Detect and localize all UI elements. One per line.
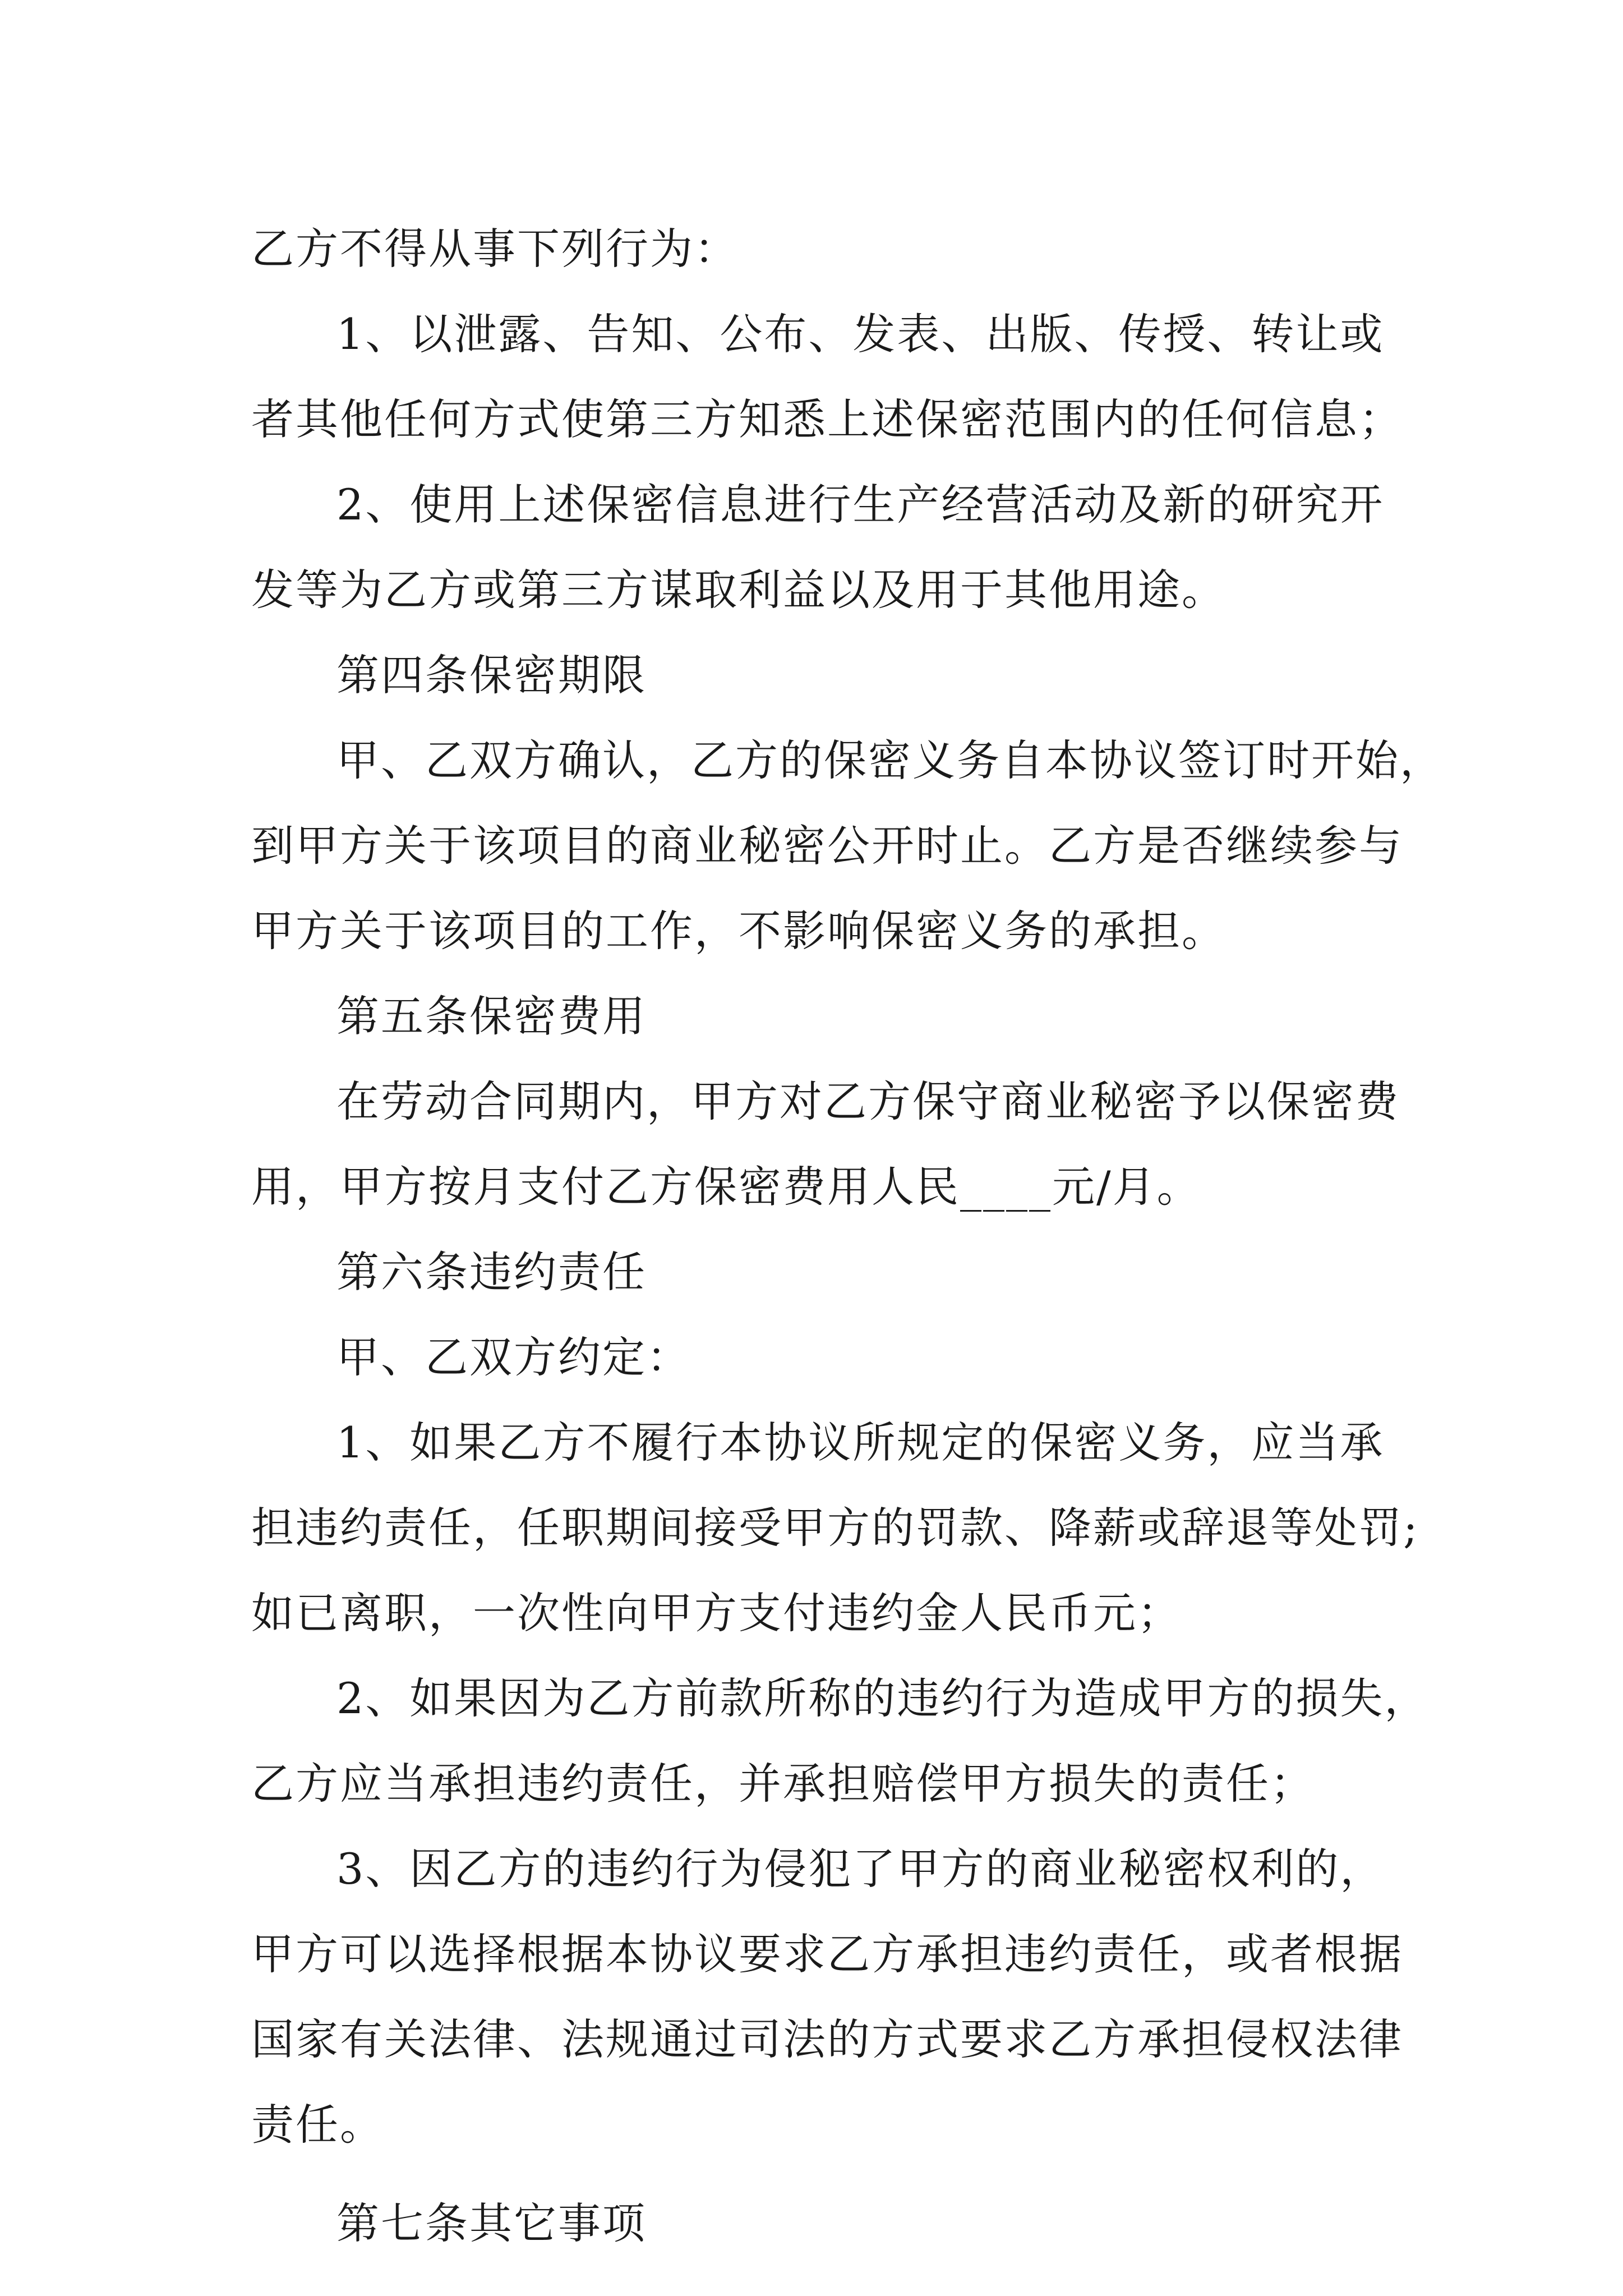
article-4-text-line-2: 到甲方关于该项目的商业秘密公开时止。乙方是否继续参与: [251, 821, 1403, 871]
liability-item-3-line-1: 3、因乙方的违约行为侵犯了甲方的商业秘密权利的，: [336, 1844, 1385, 1894]
prohibited-act-1-line-1: 1、以泄露、告知、公布、发表、出版、传授、转让或: [336, 309, 1385, 359]
article-4-heading: 第四条保密期限: [336, 650, 647, 700]
article-7-heading: 第七条其它事项: [336, 2198, 647, 2248]
paragraph-prohibited-acts-intro: 乙方不得从事下列行为：: [251, 224, 739, 274]
liability-item-3-line-3: 国家有关法律、法规通过司法的方式要求乙方承担侵权法律: [251, 2014, 1403, 2064]
liability-item-1-line-2: 担违约责任，任职期间接受甲方的罚款、降薪或辞退等处罚;: [251, 1503, 1419, 1553]
prohibited-act-1-line-2: 者其他任何方式使第三方知悉上述保密范围内的任何信息；: [251, 394, 1403, 444]
liability-item-1-line-3: 如已离职，一次性向甲方支付违约金人民币元；: [251, 1588, 1182, 1638]
article-4-text-line-3: 甲方关于该项目的工作，不影响保密义务的承担。: [251, 906, 1226, 956]
article-6-heading: 第六条违约责任: [336, 1247, 647, 1297]
prohibited-act-2-line-1: 2、使用上述保密信息进行生产经营活动及新的研究开: [336, 480, 1385, 530]
liability-item-3-line-4: 责任。: [251, 2100, 384, 2150]
article-5-text-line-1: 在劳动合同期内，甲方对乙方保守商业秘密予以保密费: [336, 1076, 1400, 1126]
document-body: [251, 206, 1444, 2266]
liability-item-2-line-1: 2、如果因为乙方前款所称的违约行为造成甲方的损失，: [336, 1673, 1429, 1723]
liability-item-2-line-2: 乙方应当承担违约责任，并承担赔偿甲方损失的责任；: [251, 1759, 1315, 1809]
article-6-intro: 甲、乙双方约定：: [336, 1332, 691, 1382]
prohibited-act-2-line-2: 发等为乙方或第三方谋取利益以及用于其他用途。: [251, 565, 1226, 615]
article-5-heading: 第五条保密费用: [336, 991, 647, 1041]
article-5-text-line-2: 用，甲方按月支付乙方保密费用人民____元/月。: [251, 1162, 1201, 1212]
article-4-text-line-1: 甲、乙双方确认，乙方的保密义务自本协议签订时开始，: [336, 735, 1444, 785]
liability-item-1-line-1: 1、如果乙方不履行本协议所规定的保密义务，应当承: [336, 1418, 1385, 1467]
liability-item-3-line-2: 甲方可以选择根据本协议要求乙方承担违约责任，或者根据: [251, 1929, 1403, 1979]
